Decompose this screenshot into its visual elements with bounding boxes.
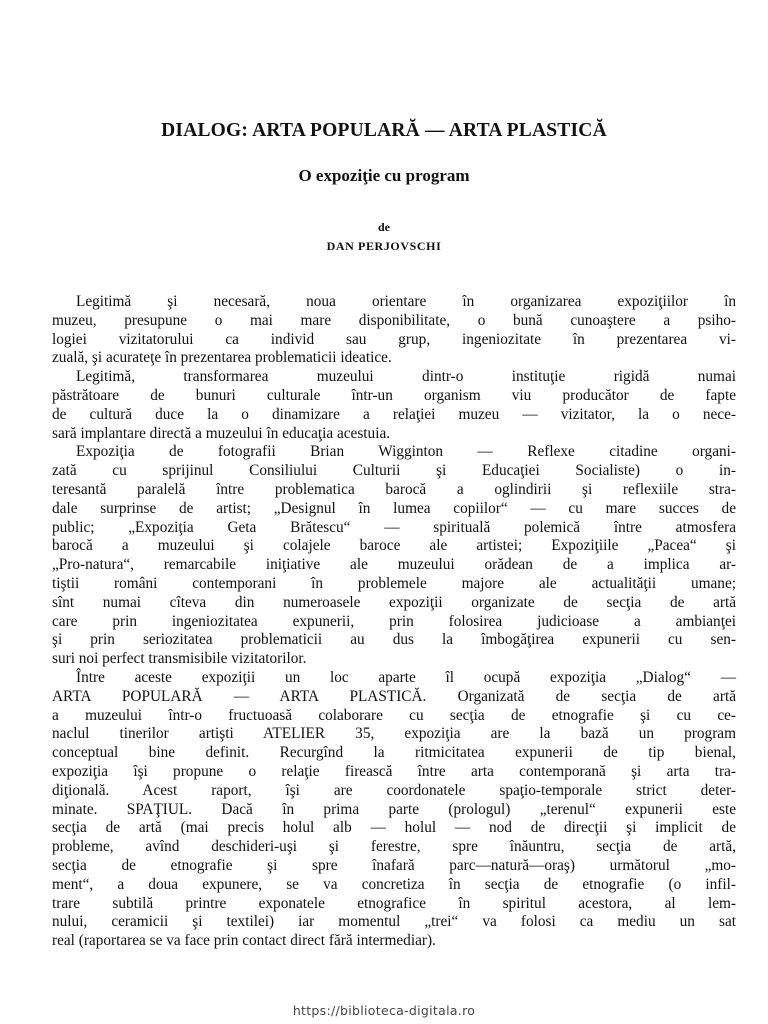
text-line: trare subtilă printre exponatele etnografice în spiritul acestora, al lem- xyxy=(52,894,736,912)
text-line: de cultură duce la o dinamizare a relaţiei muzeu — vizitator, la o nece- xyxy=(52,405,736,423)
text-line: Între aceste expoziţii un loc aparte îl ocupă expoziţia „Dialog“ — xyxy=(76,668,736,686)
text-line: muzeu, presupune o mai mare disponibilitate, o bună cunoaştere a psiho- xyxy=(52,311,736,329)
author-name: DAN PERJOVSCHI xyxy=(326,239,442,253)
text-line: zată cu sprijinul Consiliului Culturii şi Educaţiei Socialiste) o in- xyxy=(52,462,736,480)
text-line: sînt numai cîteva din numeroasele expoziţii organizate de secţia de artă xyxy=(52,593,736,611)
text-line: care prin ingeniozitatea expunerii, prin folosirea judicioase a ambianţei xyxy=(52,612,736,630)
text-line: păstrătoare de bunuri culturale într-un organism viu producător de fapte xyxy=(52,386,736,404)
text-line: secţia de etnografie şi spre înafară parc—natură—oraş) următorul „mo- xyxy=(52,856,736,874)
text-line: Expoziţia de fotografii Brian Wigginton — Reflexe citadine organi- xyxy=(76,443,736,461)
source-url: https://biblioteca-digitala.ro xyxy=(292,1003,476,1018)
text-line: diţională. Acest raport, îşi are coordonatele spaţio-temporale strict deter- xyxy=(52,781,736,799)
text-line: dale surprinse de artist; „Designul în lumea copiilor“ — cu mare succes de xyxy=(52,499,736,517)
text-line: a muzeului într-o fructuoasă colaborare cu secţia de etnografie şi cu ce- xyxy=(52,706,736,724)
byline-prefix: de xyxy=(378,220,390,234)
paragraph xyxy=(52,443,736,669)
text-line: zuală, şi acurateţe în prezentarea problematicii ideatice. xyxy=(52,349,392,367)
text-line: teresantă paralelă între problematica barocă a oglindirii şi reflexiile stra- xyxy=(52,480,736,498)
text-line: Legitimă şi necesară, noua orientare în organizarea expoziţiilor în xyxy=(76,293,736,310)
text-line: ment“, a doua expunere, se va concretiza în secţia de etnografie (o infil- xyxy=(52,875,736,893)
paragraph xyxy=(52,669,736,951)
text-line: „Pro-natura“, remarcabile iniţiative ale muzeului orădean de a implica ar- xyxy=(52,556,736,574)
paragraph xyxy=(52,368,736,443)
text-line: sară implantare directă a muzeului în educaţia acestuia. xyxy=(52,424,391,442)
paragraph xyxy=(52,293,736,368)
document-title: DIALOG: ARTA POPULARĂ — ARTA PLASTICĂ xyxy=(161,120,607,141)
text-line: şi prin seriozitatea problematicii au dus la îmbogăţirea expunerii cu sen- xyxy=(52,631,736,649)
text-line: naclul tinerilor artişti ATELIER 35, expoziţia are la bază un program xyxy=(52,725,736,743)
text-line: Legitimă, transformarea muzeului dintr-o instituţie rigidă numai xyxy=(76,368,736,386)
text-line: conceptual bine definit. Recurgînd la ritmicitatea expunerii de tip bienal, xyxy=(52,744,736,762)
text-line: public; „Expoziţia Geta Brătescu“ — spirituală polemică între atmosfera xyxy=(52,518,736,536)
text-line: real (raportarea se va face prin contact direct fără intermediar). xyxy=(52,932,436,950)
text-line: nului, ceramicii şi textilei) iar momentul „trei“ va folosi ca mediu un sat xyxy=(52,913,736,931)
article-body xyxy=(52,293,736,951)
text-line: secţia de artă (mai precis holul alb — holul — nod de direcţii şi implicit de xyxy=(52,819,736,837)
text-line: suri noi perfect transmisibile vizitatorilor. xyxy=(52,650,307,668)
text-line: probleme, avînd deschideri-uşi şi ferestre, spre înăuntru, secţia de artă, xyxy=(52,838,736,856)
document-subtitle: O expoziţie cu program xyxy=(298,166,470,185)
text-line: barocă a muzeului şi colajele baroce ale artistei; Expoziţiile „Pacea“ şi xyxy=(52,537,736,555)
text-line: expoziţia îşi propune o relaţie firească între arta contemporană şi arta tra- xyxy=(52,762,736,780)
text-line: ARTA POPULARĂ — ARTA PLASTICĂ. Organizată de secţia de artă xyxy=(52,687,736,705)
text-line: minate. SPAŢIUL. Dacă în prima parte (prologul) „terenul“ expunerii este xyxy=(52,800,736,818)
text-line: tiştii români contemporani în problemele majore ale actualităţii umane; xyxy=(52,574,736,592)
text-line: logiei vizitatorului ca individ sau grup, ingeniozitate în prezentarea vi- xyxy=(52,330,736,348)
